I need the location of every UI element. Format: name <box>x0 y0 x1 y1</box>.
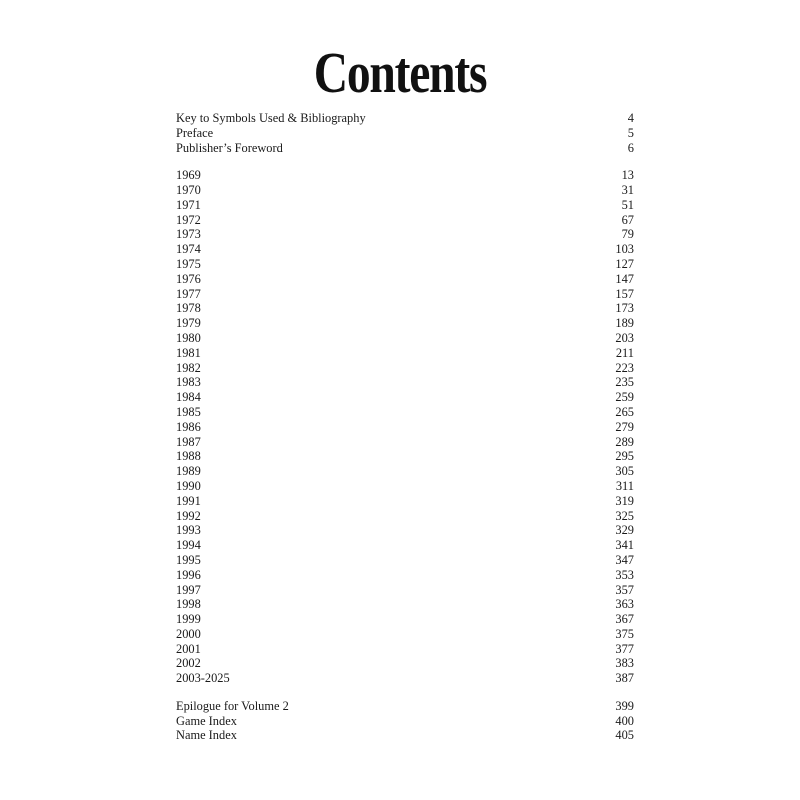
toc-entry-page-number: 279 <box>615 419 634 434</box>
toc-entry-page-number: 383 <box>615 656 634 671</box>
toc-entry <box>176 361 634 376</box>
toc-entry-page-number: 405 <box>615 728 634 743</box>
toc-entry-page-number: 103 <box>615 242 634 257</box>
toc-entry-page-number: 319 <box>615 493 634 508</box>
toc-entry-page-number: 311 <box>615 478 634 493</box>
toc-entry-title: 1982 <box>176 360 201 375</box>
toc-entry-title: 2000 <box>176 626 201 641</box>
toc-entry <box>176 728 634 743</box>
toc-entry <box>176 583 634 598</box>
page-title: Contents <box>313 40 487 105</box>
toc-entry-page-number: 79 <box>621 227 634 242</box>
toc-entry-title: 1972 <box>176 212 201 227</box>
toc-entry <box>176 111 634 126</box>
toc-entry <box>176 656 634 671</box>
toc-entry-page-number: 211 <box>615 345 634 360</box>
toc-entry <box>176 213 634 228</box>
toc-entry <box>176 464 634 479</box>
toc-entry-title: 1975 <box>176 256 201 271</box>
toc-entry-page-number: 295 <box>615 449 634 464</box>
toc-entry-title: 1998 <box>176 597 201 612</box>
toc-entry-page-number: 399 <box>615 698 634 713</box>
toc-entry-page-number: 289 <box>615 434 634 449</box>
toc-entry-page-number: 325 <box>615 508 634 523</box>
toc-entry-title: 1990 <box>176 478 201 493</box>
toc-entry <box>176 523 634 538</box>
toc-entry-title: 1991 <box>176 493 201 508</box>
toc-entry <box>176 183 634 198</box>
toc-entry-title: Name Index <box>176 728 237 743</box>
toc-entry-page-number: 375 <box>615 626 634 641</box>
toc-entry-title: Preface <box>176 125 214 140</box>
toc-entry-page-number: 189 <box>615 316 634 331</box>
toc-entry-page-number: 235 <box>615 375 634 390</box>
toc-entry-page-number: 341 <box>615 538 634 553</box>
toc-entry-title: Game Index <box>176 713 237 728</box>
toc-entry-page-number: 147 <box>615 271 634 286</box>
toc-entry-title: 1971 <box>176 197 201 212</box>
toc-entry-title: 1997 <box>176 582 201 597</box>
toc-entry-title: 1996 <box>176 567 201 582</box>
toc-entry-title: 1995 <box>176 552 201 567</box>
toc-entry-page-number: 259 <box>615 390 634 405</box>
toc-entry <box>176 405 634 420</box>
toc-entry-page-number: 265 <box>615 404 634 419</box>
toc-entry-page-number: 363 <box>615 597 634 612</box>
toc-entry-title: 2003-2025 <box>176 671 230 686</box>
toc-back-matter <box>176 699 634 743</box>
toc-entry <box>176 642 634 657</box>
toc-entry <box>176 509 634 524</box>
toc-entry <box>176 168 634 183</box>
toc-entry <box>176 435 634 450</box>
toc-entry <box>176 479 634 494</box>
toc-entry-title: 1976 <box>176 271 201 286</box>
toc-entry-page-number: 203 <box>615 330 634 345</box>
toc-entry <box>176 612 634 627</box>
toc-entry-page-number: 367 <box>615 612 634 627</box>
toc-entry <box>176 553 634 568</box>
toc-entry <box>176 375 634 390</box>
toc-entry <box>176 714 634 729</box>
toc-entry <box>176 671 634 686</box>
toc-entry-page-number: 400 <box>615 713 634 728</box>
table-of-contents <box>176 111 634 743</box>
toc-entry-page-number: 4 <box>627 111 634 125</box>
toc-entry-page-number: 67 <box>621 212 634 227</box>
toc-entry-page-number: 387 <box>615 671 634 686</box>
toc-entry <box>176 301 634 316</box>
toc-entry <box>176 141 634 156</box>
toc-entry-page-number: 127 <box>615 256 634 271</box>
toc-entry <box>176 627 634 642</box>
toc-entry <box>176 331 634 346</box>
toc-entry <box>176 494 634 509</box>
toc-years <box>176 168 634 686</box>
toc-entry <box>176 568 634 583</box>
toc-entry-title: 1985 <box>176 404 201 419</box>
toc-entry-title: 1977 <box>176 286 201 301</box>
toc-front-matter <box>176 111 634 155</box>
toc-entry-page-number: 157 <box>615 286 634 301</box>
toc-entry-title: 1970 <box>176 182 201 197</box>
toc-entry-page-number: 5 <box>627 125 634 140</box>
toc-entry-title: Epilogue for Volume 2 <box>176 698 289 713</box>
toc-entry-page-number: 173 <box>615 301 634 316</box>
toc-entry-page-number: 6 <box>627 140 634 155</box>
toc-entry-title: 1988 <box>176 449 201 464</box>
toc-entry-page-number: 329 <box>615 523 634 538</box>
toc-entry <box>176 538 634 553</box>
toc-entry <box>176 227 634 242</box>
toc-entry-title: 1978 <box>176 301 201 316</box>
toc-entry-title: 1983 <box>176 375 201 390</box>
toc-entry-title: 1987 <box>176 434 201 449</box>
toc-entry-page-number: 305 <box>615 464 634 479</box>
toc-entry-title: 1984 <box>176 390 201 405</box>
toc-entry-page-number: 31 <box>621 182 634 197</box>
toc-entry-title: 1979 <box>176 316 201 331</box>
toc-entry-title: 1974 <box>176 242 201 257</box>
toc-entry-title: 2001 <box>176 641 201 656</box>
toc-entry-title: 1969 <box>176 168 201 183</box>
toc-entry-title: 1980 <box>176 330 201 345</box>
toc-entry-title: 1973 <box>176 227 201 242</box>
toc-entry <box>176 287 634 302</box>
toc-entry-page-number: 223 <box>615 360 634 375</box>
toc-entry-title: 1989 <box>176 464 201 479</box>
toc-entry <box>176 198 634 213</box>
toc-entry-page-number: 377 <box>615 641 634 656</box>
toc-entry-title: 1994 <box>176 538 201 553</box>
toc-entry-page-number: 353 <box>615 567 634 582</box>
toc-entry-title: 1986 <box>176 419 201 434</box>
toc-entry <box>176 257 634 272</box>
toc-entry <box>176 597 634 612</box>
toc-entry-title: 1981 <box>176 345 201 360</box>
toc-entry-page-number: 13 <box>621 168 634 183</box>
toc-entry <box>176 126 634 141</box>
toc-entry <box>176 346 634 361</box>
toc-entry <box>176 316 634 331</box>
toc-entry <box>176 390 634 405</box>
toc-entry <box>176 699 634 714</box>
toc-entry-title: 1999 <box>176 612 201 627</box>
toc-entry <box>176 272 634 287</box>
toc-entry-page-number: 357 <box>615 582 634 597</box>
toc-entry <box>176 449 634 464</box>
toc-entry-title: Publisher’s Foreword <box>176 140 283 155</box>
toc-entry-page-number: 51 <box>621 197 634 212</box>
toc-entry <box>176 420 634 435</box>
toc-entry-title: 1993 <box>176 523 201 538</box>
toc-entry <box>176 242 634 257</box>
toc-entry-title: 1992 <box>176 508 201 523</box>
toc-entry-title: Key to Symbols Used & Bibliography <box>176 111 366 125</box>
toc-entry-page-number: 347 <box>615 552 634 567</box>
toc-entry-title: 2002 <box>176 656 201 671</box>
